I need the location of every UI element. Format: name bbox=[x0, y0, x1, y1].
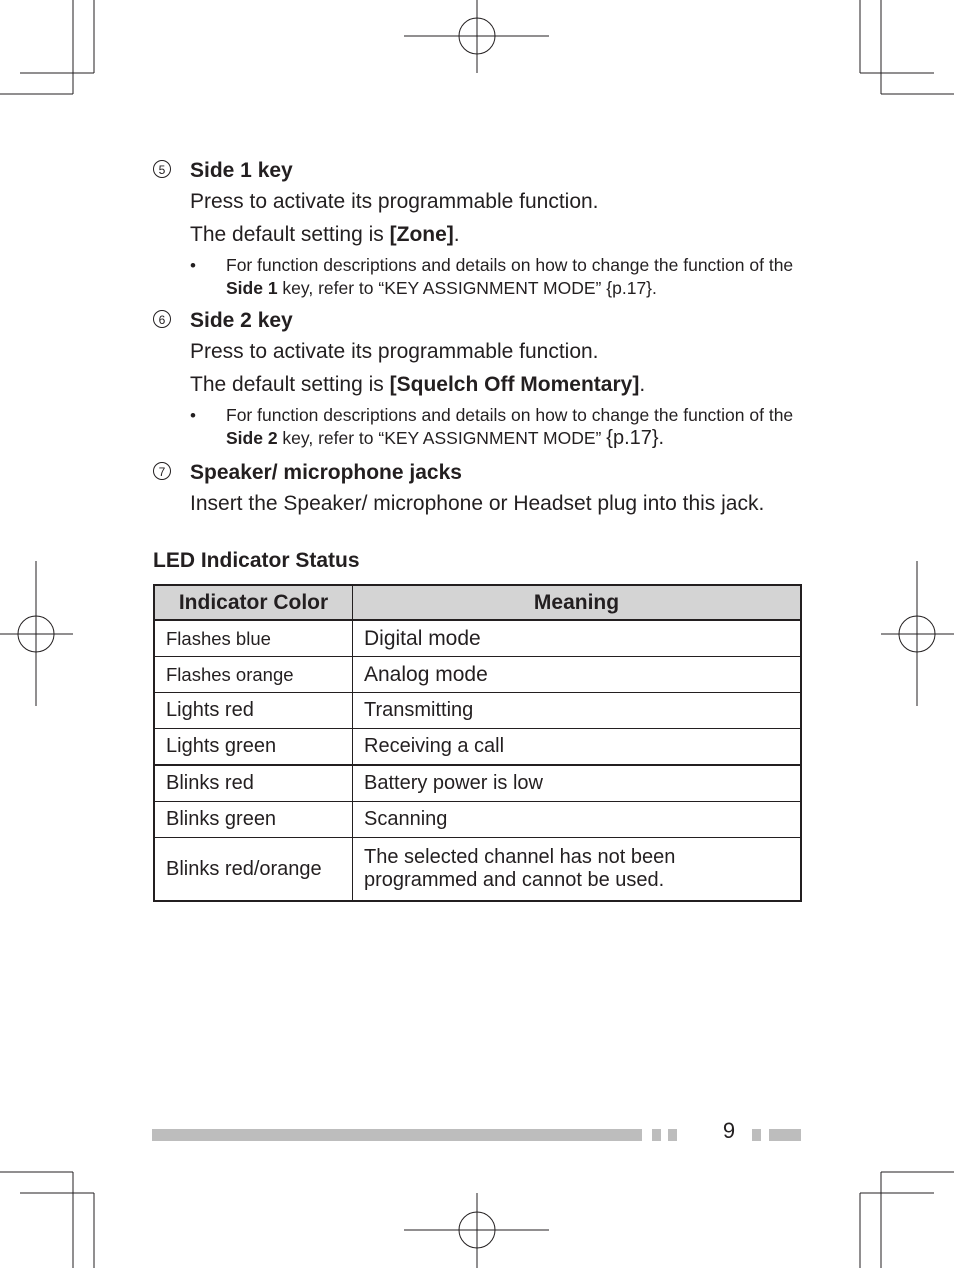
column-header-meaning: Meaning bbox=[353, 585, 802, 620]
indicator-color-cell: Flashes blue bbox=[154, 620, 353, 657]
item-description: Press to activate its programmable function. bbox=[190, 340, 599, 363]
item-description: Insert the Speaker/ microphone or Headset plug into this jack. bbox=[190, 492, 765, 515]
table-row bbox=[154, 802, 801, 838]
default-value: [Zone] bbox=[389, 223, 454, 246]
table-row bbox=[154, 765, 801, 802]
default-setting: The default setting is [Zone]. bbox=[190, 223, 460, 246]
meaning-cell: Digital mode bbox=[353, 620, 802, 657]
table-row bbox=[154, 657, 801, 693]
table-row bbox=[154, 693, 801, 729]
item-description: Press to activate its programmable function. bbox=[190, 190, 599, 213]
page-reference: {p.17}. bbox=[606, 278, 657, 298]
meaning-cell: Scanning bbox=[353, 802, 802, 838]
table-row bbox=[154, 620, 801, 657]
indicator-color-cell: Lights green bbox=[154, 729, 353, 766]
footer-square bbox=[752, 1129, 761, 1141]
bullet-icon: • bbox=[190, 256, 196, 275]
meaning-cell: Transmitting bbox=[353, 693, 802, 729]
footer-square bbox=[668, 1129, 677, 1141]
led-status-table bbox=[153, 584, 802, 902]
key-name: Side 1 bbox=[226, 278, 278, 298]
indicator-color-cell: Blinks red/orange bbox=[154, 838, 353, 902]
page-number: 9 bbox=[722, 1118, 736, 1143]
footer-square bbox=[652, 1129, 661, 1141]
footer-bar bbox=[152, 1129, 642, 1141]
table-header-row bbox=[154, 585, 801, 620]
indicator-color-cell: Blinks red bbox=[154, 765, 353, 802]
item-side-1-key bbox=[153, 156, 803, 300]
meaning-cell: Battery power is low bbox=[353, 765, 802, 802]
item-title: Side 1 key bbox=[190, 159, 293, 182]
item-speaker-microphone-jacks bbox=[153, 458, 803, 516]
section-title: LED Indicator Status bbox=[153, 549, 360, 572]
item-title: Speaker/ microphone jacks bbox=[190, 461, 462, 484]
table-row bbox=[154, 838, 801, 902]
column-header-indicator-color: Indicator Color bbox=[154, 585, 353, 620]
circled-number-7: 7 bbox=[153, 462, 171, 480]
circled-number-5: 5 bbox=[153, 160, 171, 178]
default-value: [Squelch Off Momentary] bbox=[389, 373, 640, 396]
meaning-cell: Receiving a call bbox=[353, 729, 802, 766]
key-name: Side 2 bbox=[226, 428, 278, 448]
meaning-cell: The selected channel has not been programmed and cannot be used. bbox=[353, 838, 802, 902]
item-side-2-key bbox=[153, 306, 803, 450]
indicator-color-cell: Blinks green bbox=[154, 802, 353, 838]
footer-end-bar bbox=[769, 1129, 801, 1141]
circled-number-6: 6 bbox=[153, 310, 171, 328]
bullet-icon: • bbox=[190, 406, 196, 425]
indicator-color-cell: Flashes orange bbox=[154, 657, 353, 693]
page-reference: {p.17}. bbox=[606, 427, 665, 449]
table-row bbox=[154, 729, 801, 766]
indicator-color-cell: Lights red bbox=[154, 693, 353, 729]
default-setting: The default setting is [Squelch Off Momentary]. bbox=[190, 373, 646, 396]
meaning-cell: Analog mode bbox=[353, 657, 802, 693]
item-title: Side 2 key bbox=[190, 309, 293, 332]
note-bullet: • For function descriptions and details on how to change the function of the Side 1 key, refer to “KEY ASSIGNMENT MODE” {p.17}. bbox=[190, 255, 794, 298]
page-content bbox=[153, 156, 803, 902]
note-bullet: • For function descriptions and details on how to change the function of the Side 2 key, refer to “KEY ASSIGNMENT MODE” {p.17}. bbox=[190, 405, 794, 449]
